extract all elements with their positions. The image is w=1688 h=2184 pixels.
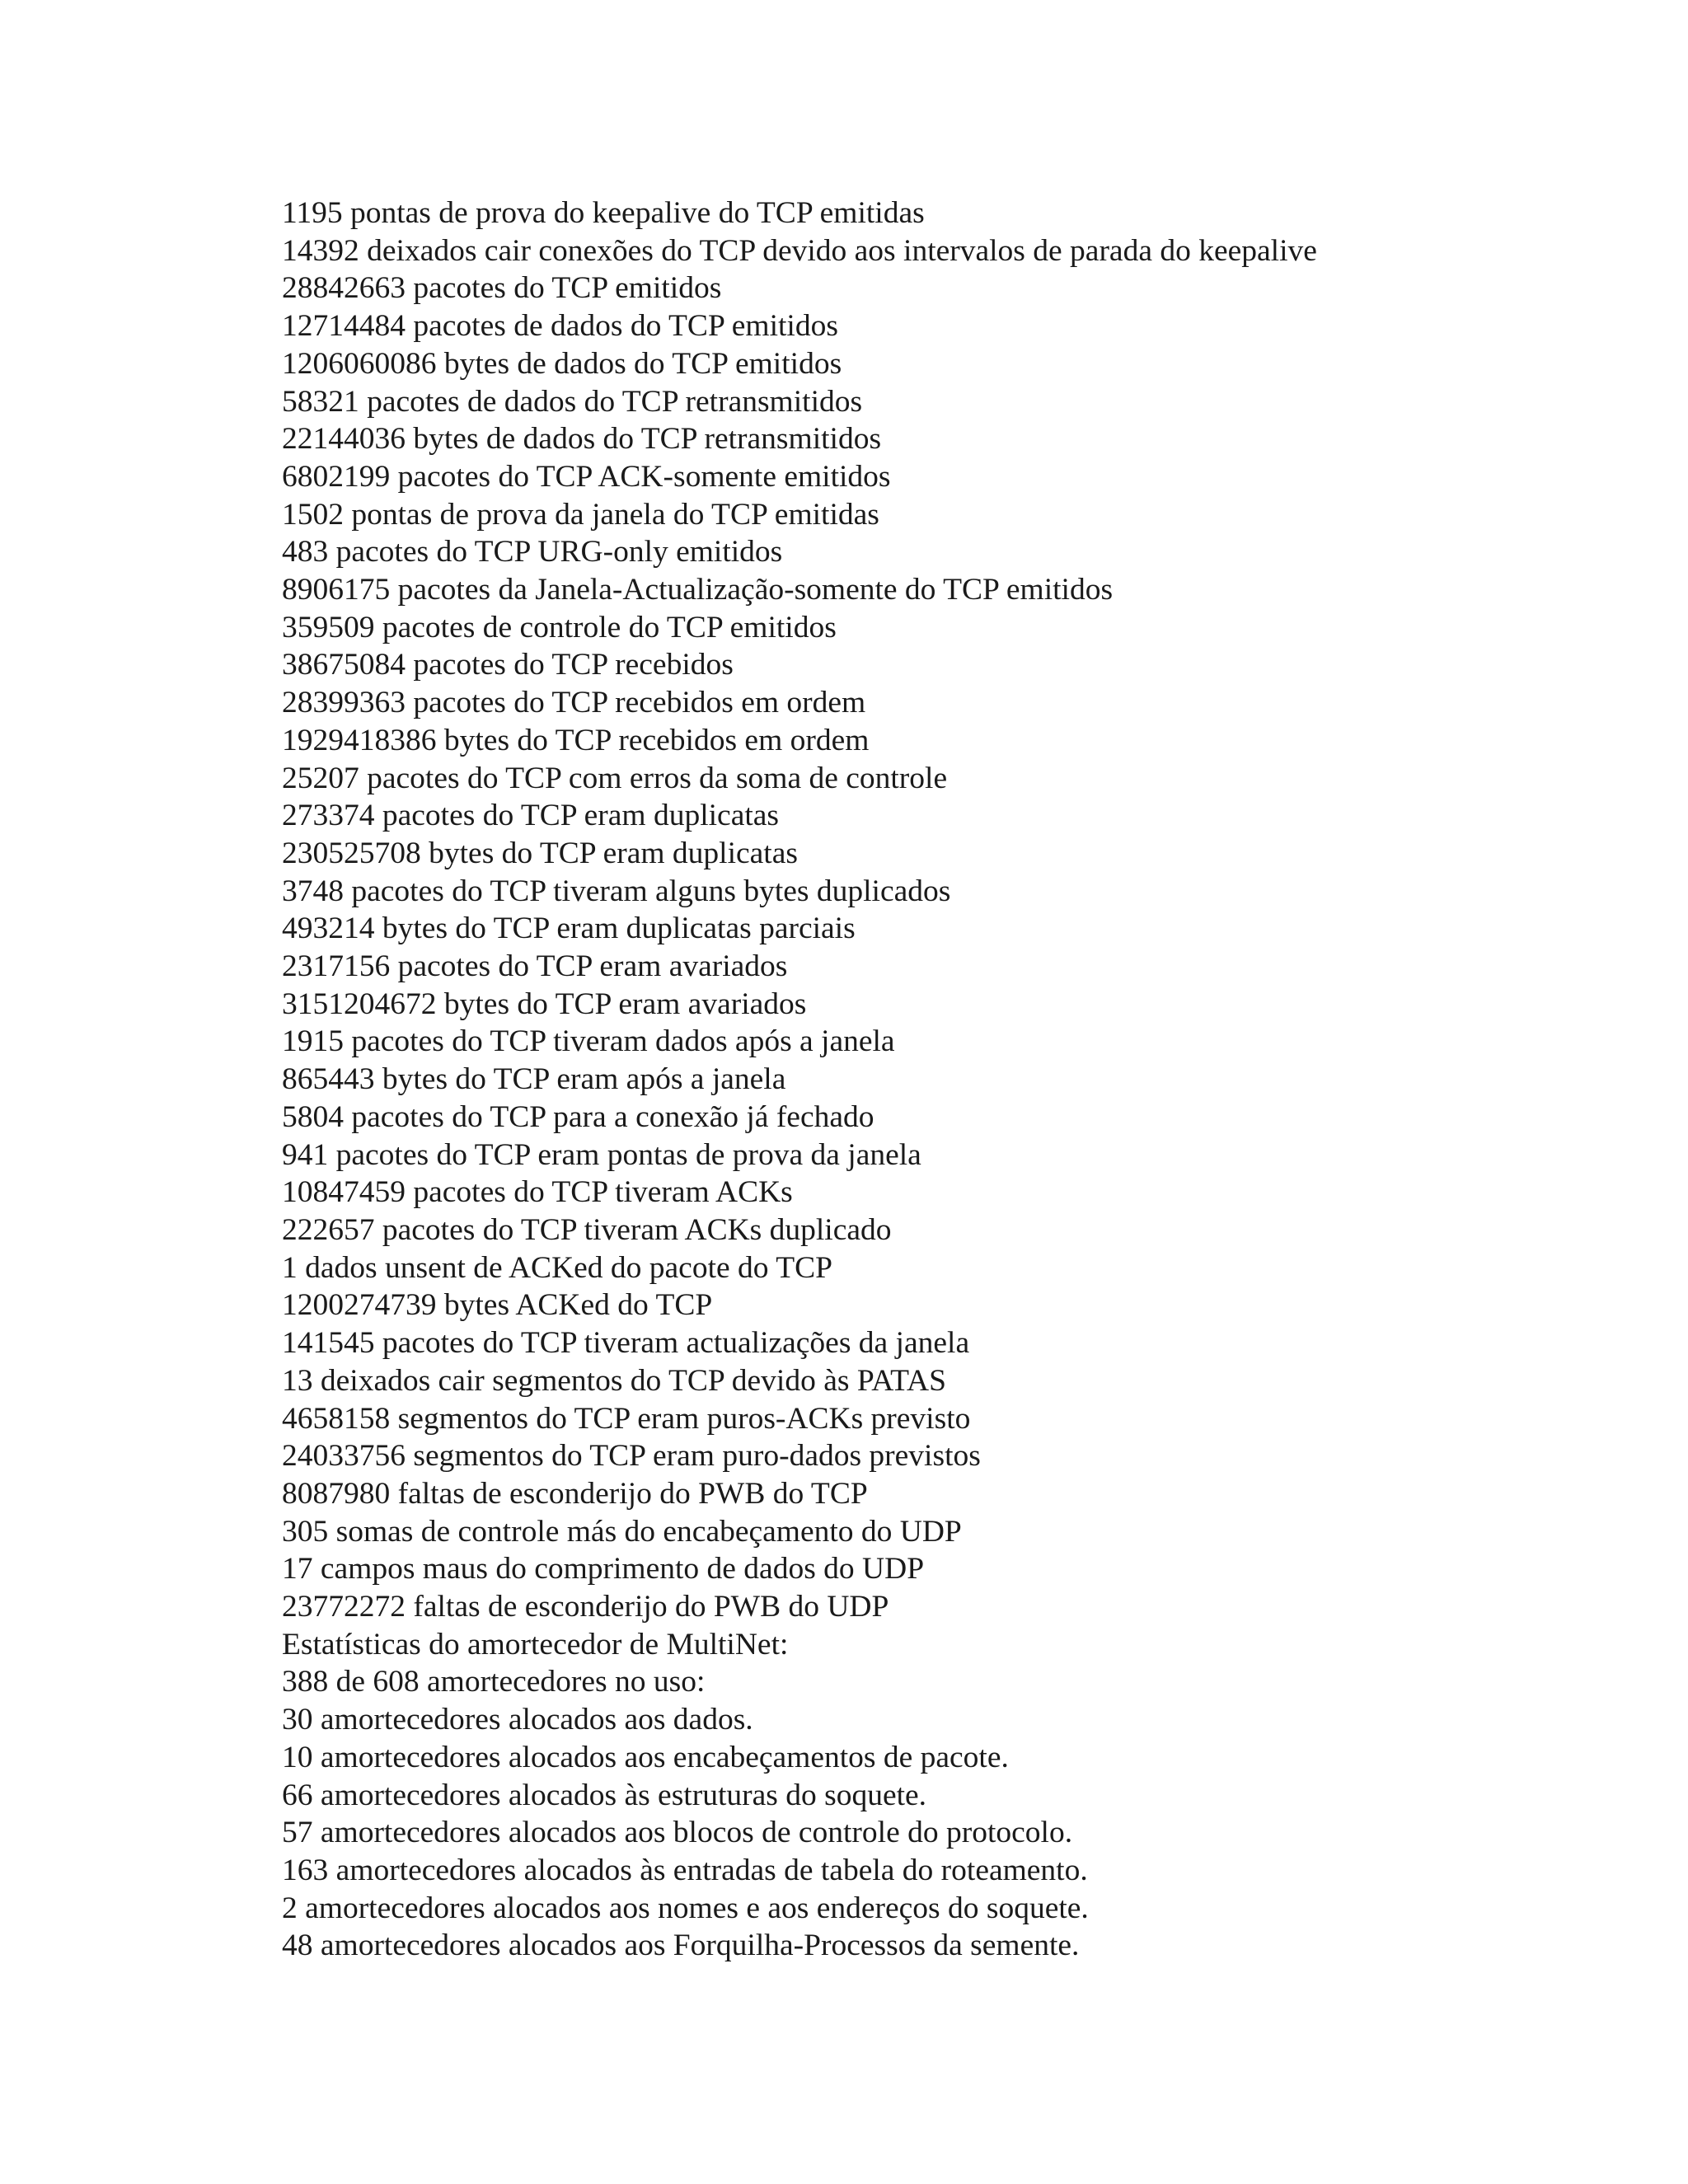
text-line: 28399363 pacotes do TCP recebidos em ordem (282, 686, 866, 720)
statistics-text-block (282, 194, 1601, 1965)
text-line: 13 deixados cair segmentos do TCP devido às PATAS (282, 1363, 946, 1398)
text-line: 24033756 segmentos do TCP eram puro-dados previstos (282, 1439, 981, 1474)
text-line: 2 amortecedores alocados aos nomes e aos endereços do soquete. (282, 1891, 1089, 1925)
text-line: 163 amortecedores alocados às entradas de tabela do roteamento. (282, 1853, 1088, 1887)
text-line: 5804 pacotes do TCP para a conexão já fechado (282, 1099, 874, 1134)
text-line: 141545 pacotes do TCP tiveram actualizações da janela (282, 1326, 970, 1361)
text-line: 57 amortecedores alocados aos blocos de controle do protocolo. (282, 1816, 1073, 1850)
text-line: 388 de 608 amortecedores no uso: (282, 1665, 706, 1699)
text-line: 10 amortecedores alocados aos encabeçamentos de pacote. (282, 1740, 1009, 1774)
text-line: 1 dados unsent de ACKed do pacote do TCP (282, 1250, 832, 1285)
text-line: 4658158 segmentos do TCP eram puros-ACKs previsto (282, 1401, 971, 1436)
text-line: 3151204672 bytes do TCP eram avariados (282, 987, 807, 1021)
text-line: 17 campos maus do comprimento de dados do UDP (282, 1552, 925, 1586)
text-line: 1206060086 bytes de dados do TCP emitidos (282, 346, 842, 381)
text-line: 28842663 pacotes do TCP emitidos (282, 271, 722, 306)
section-heading: Estatísticas do amortecedor de MultiNet: (282, 1627, 789, 1661)
text-line: 23772272 faltas de esconderijo do PWB do UDP (282, 1590, 889, 1624)
text-line: 8906175 pacotes da Janela-Actualização-somente do TCP emitidos (282, 573, 1114, 607)
text-line: 222657 pacotes do TCP tiveram ACKs duplicado (282, 1212, 892, 1247)
text-line: 1195 pontas de prova do keepalive do TCP emitidas (282, 196, 925, 230)
text-line: 493214 bytes do TCP eram duplicatas parciais (282, 912, 856, 946)
text-line: 25207 pacotes do TCP com erros da soma de controle (282, 761, 948, 795)
text-line: 6802199 pacotes do TCP ACK-somente emitidos (282, 459, 891, 494)
text-line: 66 amortecedores alocados às estruturas do soquete. (282, 1778, 927, 1812)
text-line: 359509 pacotes de controle do TCP emitidos (282, 610, 837, 644)
text-line: 305 somas de controle más do encabeçamento do UDP (282, 1514, 962, 1549)
text-line: 865443 bytes do TCP eram após a janela (282, 1062, 786, 1097)
text-line: 1200274739 bytes ACKed do TCP (282, 1288, 713, 1323)
text-line: 1502 pontas de prova da janela do TCP emitidas (282, 497, 879, 532)
text-line: 48 amortecedores alocados aos Forquilha-Processos da semente. (282, 1929, 1080, 1963)
text-line: 8087980 faltas de esconderijo do PWB do TCP (282, 1476, 868, 1511)
text-line: 1915 pacotes do TCP tiveram dados após a janela (282, 1024, 895, 1059)
text-line: 22144036 bytes de dados do TCP retransmitidos (282, 422, 882, 457)
text-line: 30 amortecedores alocados aos dados. (282, 1703, 753, 1737)
text-line: 2317156 pacotes do TCP eram avariados (282, 949, 788, 984)
text-line: 38675084 pacotes do TCP recebidos (282, 648, 734, 682)
text-line: 14392 deixados cair conexões do TCP devido aos intervalos de parada do keepalive (282, 233, 1317, 268)
text-line: 12714484 pacotes de dados do TCP emitidos (282, 309, 838, 344)
text-line: 1929418386 bytes do TCP recebidos em ordem (282, 723, 870, 757)
text-line: 230525708 bytes do TCP eram duplicatas (282, 836, 798, 870)
text-line: 10847459 pacotes do TCP tiveram ACKs (282, 1175, 793, 1210)
text-line: 273374 pacotes do TCP eram duplicatas (282, 799, 780, 833)
text-line: 3748 pacotes do TCP tiveram alguns bytes duplicados (282, 874, 951, 908)
text-line: 941 pacotes do TCP eram pontas de prova da janela (282, 1137, 921, 1172)
text-line: 483 pacotes do TCP URG-only emitidos (282, 535, 783, 569)
text-line: 58321 pacotes de dados do TCP retransmitidos (282, 384, 863, 419)
